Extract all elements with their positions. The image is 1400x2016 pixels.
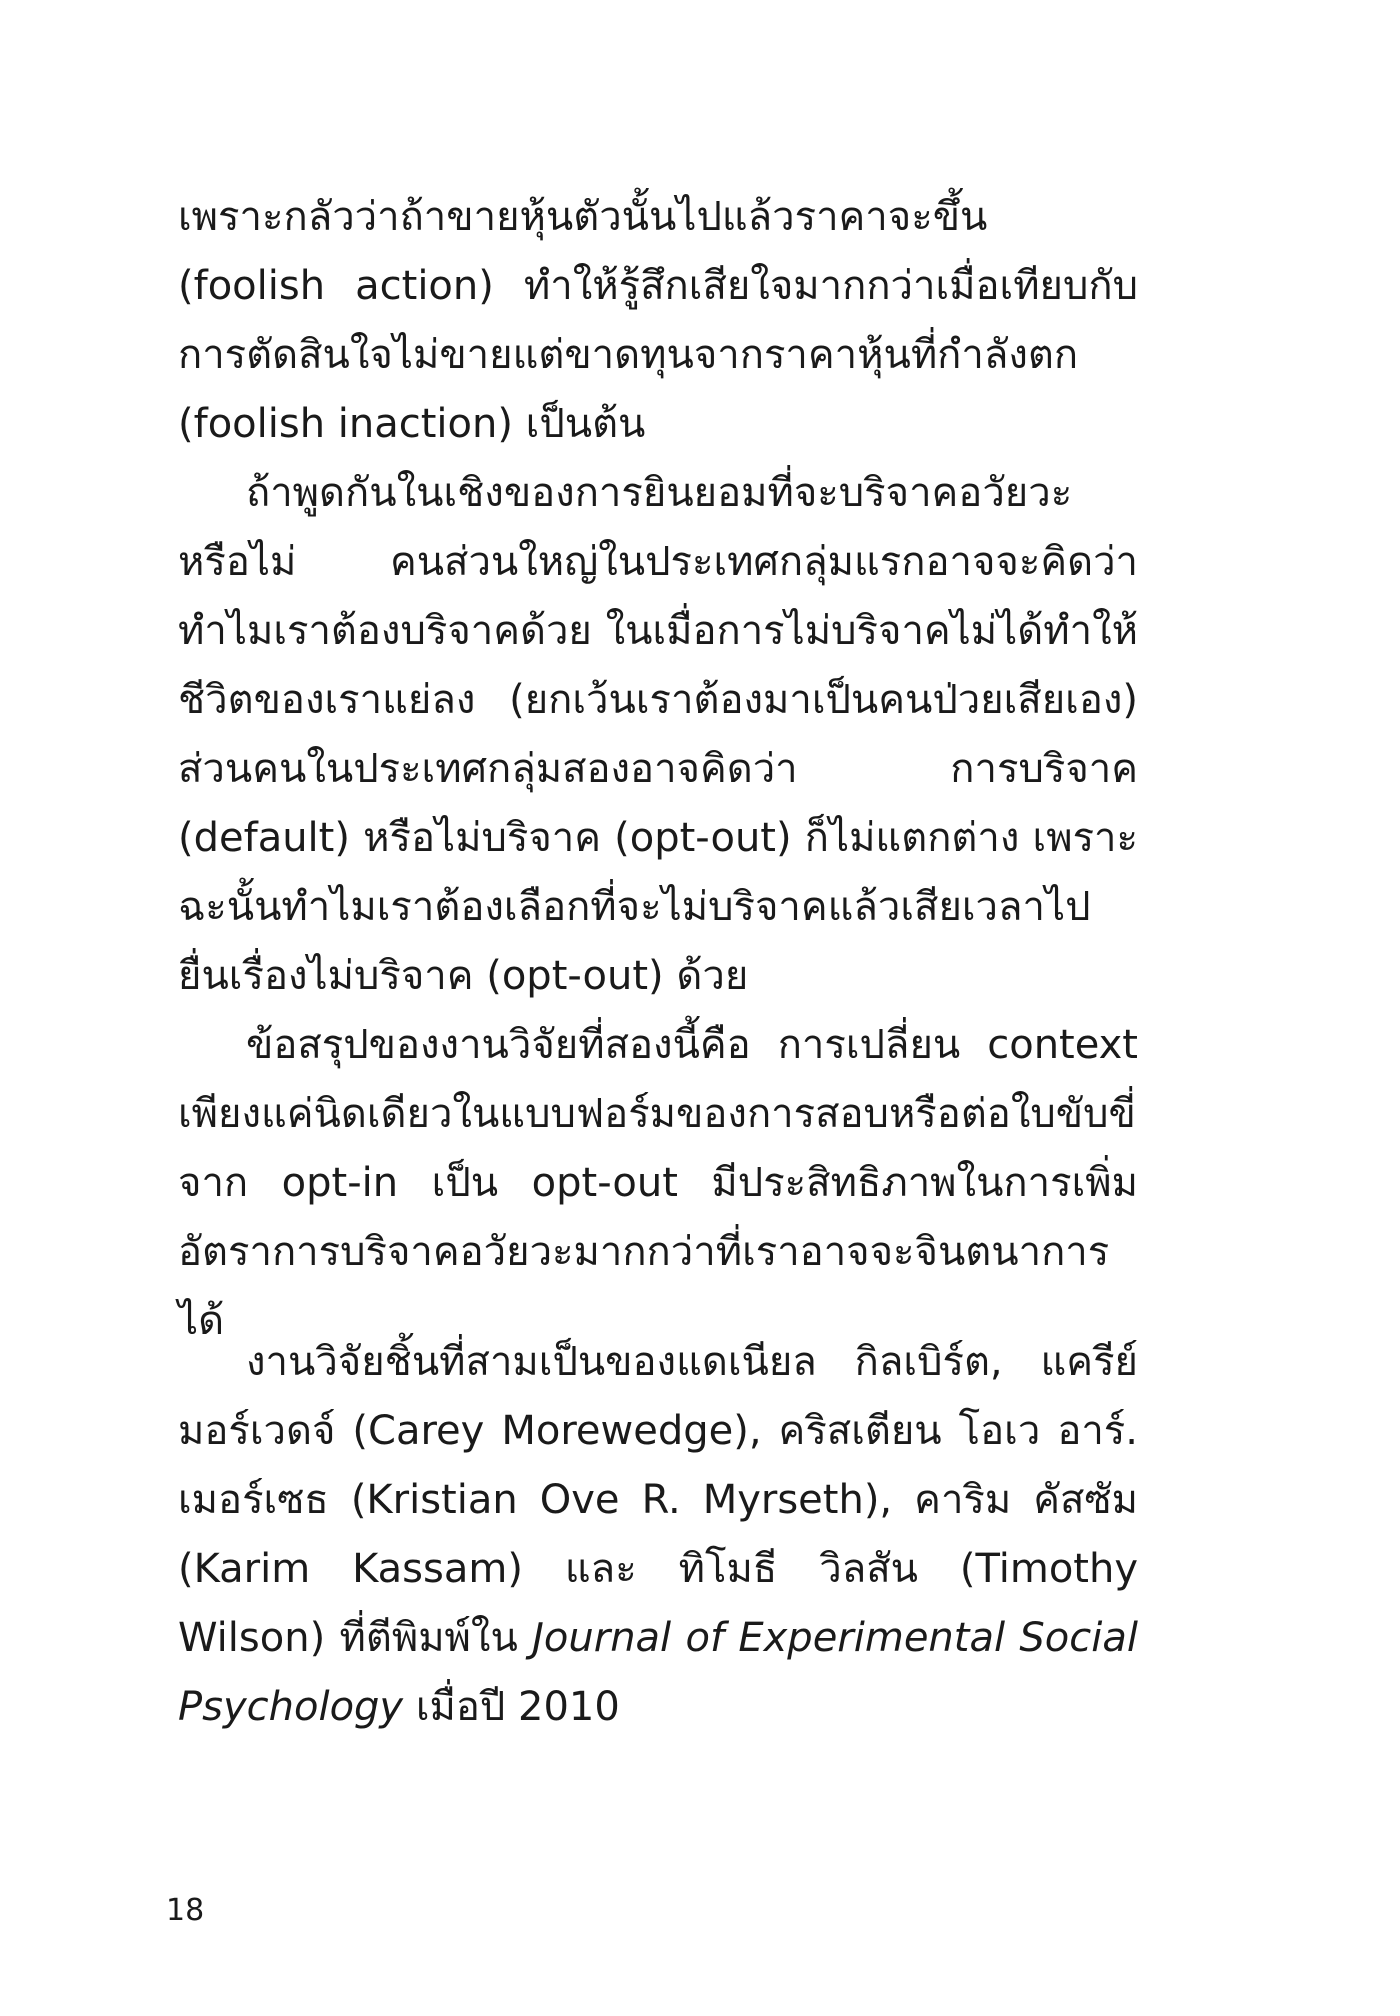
paragraph-continuation: เพราะกลัวว่าถ้าขายหุ้นตัวนั้นไปแล้วราคาจะขึ้น (foolish action) ทำให้รู้สึกเสียใจมากกว่าเมื่อเทียบกับการตัดสินใจไม่ขายแต่ขาดทุนจากราคาหุ้นที่กำลังตก (foolish inaction) เป็นต้น (178, 194, 1138, 447)
paragraph-conclusion: ข้อสรุปของงานวิจัยที่สองนี้คือ การเปลี่ยน context เพียงแค่นิดเดียวในแบบฟอร์มของการสอบหรือต่อใบขับขี่จาก opt-in เป็น opt-out มีประสิทธิภาพในการเพิ่มอัตราการบริจาคอวัยวะมากกว่าที่เราอาจจะจินตนาการได้ (178, 1022, 1138, 1344)
third-study-text: งานวิจัยชิ้นที่สามเป็นของแดเนียล กิลเบิร์ต, แครีย์ มอร์เวดจ์ (Carey Morewedge), คริสเตียน โอเว อาร์. เมอร์เซธ (Kristian Ove R. Myrseth), คาริม คัสซัม (Karim Kassam) และ ทิโมธี วิลสัน (Timothy Wilson) ที่ตีพิมพ์ใน (178, 1339, 1138, 1661)
third-study-year: เมื่อปี 2010 (403, 1684, 620, 1730)
page-number: 18 (166, 1893, 205, 1928)
journal-title: Journal of Experimental Social Psychology (178, 1615, 1138, 1730)
text-section-2 (178, 1328, 1138, 1742)
text-section-1 (178, 183, 1138, 1356)
paragraph-third-study (178, 1328, 1138, 1742)
paragraph-organ-donation: ถ้าพูดกันในเชิงของการยินยอมที่จะบริจาคอวัยวะหรือไม่ คนส่วนใหญ่ในประเทศกลุ่มแรกอาจจะคิดว่าทำไมเราต้องบริจาคด้วย ในเมื่อการไม่บริจาคไม่ได้ทำให้ชีวิตของเราแย่ลง (ยกเว้นเราต้องมาเป็นคนป่วยเสียเอง) ส่วนคนในประเทศกลุ่มสองอาจคิดว่า การบริจาค (default) หรือไม่บริจาค (opt-out) ก็ไม่แตกต่าง เพราะฉะนั้นทำไมเราต้องเลือกที่จะไม่บริจาคแล้วเสียเวลาไปยื่นเรื่องไม่บริจาค (opt-out) ด้วย (178, 470, 1138, 999)
